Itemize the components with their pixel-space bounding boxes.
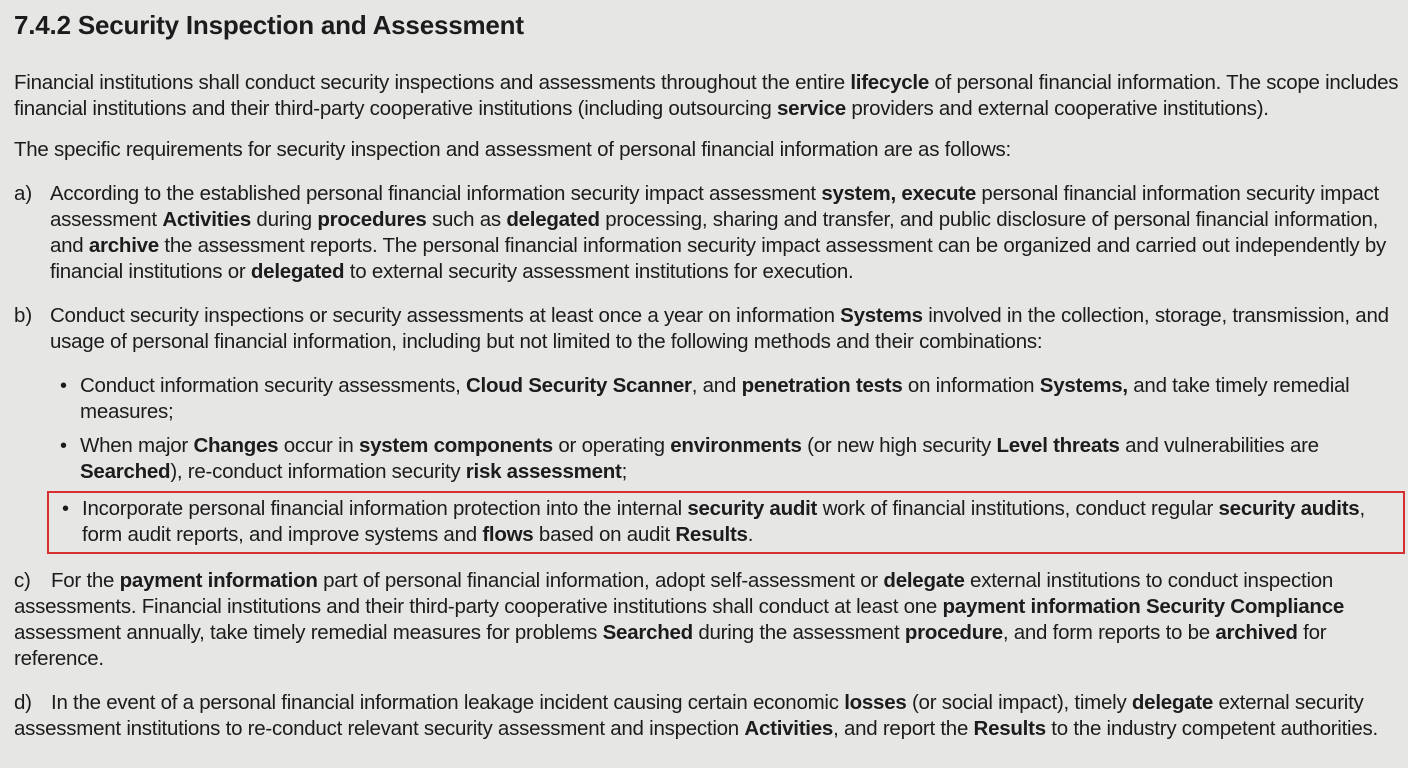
text-run: providers and external cooperative institutions). bbox=[845, 97, 1269, 120]
bullet-marker: • bbox=[60, 375, 68, 397]
text-run: for reference. bbox=[14, 621, 1327, 670]
item-a-text bbox=[50, 181, 1400, 285]
bold-term: penetration tests bbox=[741, 374, 903, 397]
section-heading: 7.4.2 Security Inspection and Assessment bbox=[14, 10, 524, 40]
bold-term: Results bbox=[675, 523, 748, 546]
text-run: during the assessment bbox=[692, 621, 905, 644]
text-run: , and bbox=[691, 374, 742, 397]
text-run: (or new high security bbox=[801, 434, 997, 457]
text-run: based on audit bbox=[533, 523, 676, 546]
text-run: involved in the collection, storage, transmission, and usage of personal financial information, including but not limited to the following methods and their combinations: bbox=[50, 304, 1389, 353]
bold-term: procedures bbox=[317, 208, 427, 231]
bold-term: Searched bbox=[602, 621, 693, 644]
text-run: Conduct information security assessments, bbox=[80, 374, 466, 397]
text-run: ), re-conduct information security bbox=[170, 460, 466, 483]
text-run: Conduct security inspections or security assessments at least once a year on information bbox=[50, 304, 841, 327]
text-run: on information bbox=[902, 374, 1040, 397]
bold-term: procedure bbox=[904, 621, 1003, 644]
text-run: external institutions to conduct inspection assessments. Financial institutions and their third-party cooperative institutions shall conduct at least one bbox=[14, 569, 1334, 618]
text-run: , and form reports to be bbox=[1002, 621, 1216, 644]
text-run: Financial institutions shall conduct security inspections and assessments throughout the entire bbox=[14, 71, 851, 94]
bold-term: Changes bbox=[193, 434, 279, 457]
bold-term: Searched bbox=[80, 460, 171, 483]
text-run: work of financial institutions, conduct regular bbox=[817, 497, 1219, 520]
bold-term: Activities bbox=[744, 717, 834, 740]
item-marker: a) bbox=[14, 182, 33, 205]
bullet-marker: • bbox=[60, 435, 68, 457]
text-run: ; bbox=[621, 460, 628, 483]
bold-term: risk assessment bbox=[465, 460, 622, 483]
text-run: the assessment reports. The personal financial information security impact assessment can be organized and carried out independently by financial institutions or bbox=[50, 234, 1387, 283]
text-run: of personal financial information. The scope includes financial institutions and their third-party cooperative institutions (including outsourcing bbox=[14, 71, 1399, 120]
requirement-item-d bbox=[14, 690, 1400, 742]
bold-term: service bbox=[777, 97, 846, 120]
bold-term: environments bbox=[670, 434, 802, 457]
bold-term: Cloud Security Scanner bbox=[466, 374, 692, 397]
bold-term: losses bbox=[844, 691, 907, 714]
requirement-item-a bbox=[14, 181, 1400, 285]
bold-term: system, execute bbox=[821, 182, 976, 205]
text-run: In the event of a personal financial information leakage incident causing certain economic bbox=[51, 691, 845, 714]
bold-term: lifecycle bbox=[850, 71, 930, 94]
bullet-text bbox=[80, 373, 1400, 425]
bold-term: delegated bbox=[250, 260, 345, 283]
bold-term: security audit bbox=[687, 497, 818, 520]
text-run: When major bbox=[80, 434, 194, 457]
bold-term: payment information Security Compliance bbox=[942, 595, 1345, 618]
bold-term: archived bbox=[1215, 621, 1298, 644]
bold-term: system components bbox=[358, 434, 553, 457]
text-run: during bbox=[250, 208, 318, 231]
text-run: (or social impact), timely bbox=[906, 691, 1132, 714]
bold-term: Activities bbox=[162, 208, 251, 231]
bold-term: security audits bbox=[1218, 497, 1360, 520]
text-run: processing, sharing and transfer, and public disclosure of personal financial information, and bbox=[50, 208, 1379, 257]
bold-term: delegate bbox=[1131, 691, 1214, 714]
highlighted-bullet-item bbox=[47, 491, 1405, 554]
text-run: and vulnerabilities are bbox=[1119, 434, 1319, 457]
bold-term: Level threats bbox=[996, 434, 1120, 457]
bullet-text bbox=[82, 496, 1398, 548]
text-run: personal financial information security impact assessment bbox=[50, 182, 1379, 231]
text-run: to external security assessment institutions for execution. bbox=[344, 260, 854, 283]
item-marker: d) bbox=[14, 691, 32, 714]
bullet-item bbox=[60, 433, 1400, 485]
text-run: For the bbox=[51, 569, 120, 592]
text-run: Incorporate personal financial information protection into the internal bbox=[82, 497, 688, 520]
text-run: , and report the bbox=[833, 717, 974, 740]
text-run: part of personal financial information, adopt self-assessment or bbox=[317, 569, 884, 592]
requirements-intro: The specific requirements for security inspection and assessment of personal financial information are as follows: bbox=[14, 138, 1011, 161]
text-run: and take timely remedial measures; bbox=[80, 374, 1350, 423]
text-run: . bbox=[747, 523, 754, 546]
bullet-item bbox=[60, 373, 1400, 425]
text-run: According to the established personal financial information security impact assessment bbox=[50, 182, 822, 205]
text-run: such as bbox=[426, 208, 507, 231]
bold-term: delegate bbox=[883, 569, 965, 592]
bold-term: Results bbox=[973, 717, 1046, 740]
item-b-text bbox=[50, 303, 1400, 355]
text-run: assessment annually, take timely remedial measures for problems bbox=[14, 621, 603, 644]
text-run: occur in bbox=[278, 434, 359, 457]
bold-term: Systems bbox=[840, 304, 923, 327]
item-marker: c) bbox=[14, 569, 31, 592]
requirement-item-c bbox=[14, 568, 1400, 672]
item-marker: b) bbox=[14, 304, 33, 327]
text-run: external security assessment institutions to re-conduct relevant security assessment and inspection bbox=[14, 691, 1364, 740]
requirement-item-b bbox=[14, 303, 1400, 355]
bold-term: archive bbox=[88, 234, 159, 257]
item-b-bullet-list bbox=[60, 373, 1400, 554]
text-run: , form audit reports, and improve systems and bbox=[82, 497, 1365, 546]
bullet-marker: • bbox=[62, 498, 70, 520]
bold-term: Systems, bbox=[1039, 374, 1128, 397]
bullet-text bbox=[80, 433, 1400, 485]
text-run: or operating bbox=[552, 434, 671, 457]
bold-term: delegated bbox=[506, 208, 600, 231]
bold-term: flows bbox=[482, 523, 534, 546]
text-run: to the industry competent authorities. bbox=[1045, 717, 1378, 740]
intro-paragraph bbox=[14, 70, 1400, 122]
bold-term: payment information bbox=[119, 569, 318, 592]
